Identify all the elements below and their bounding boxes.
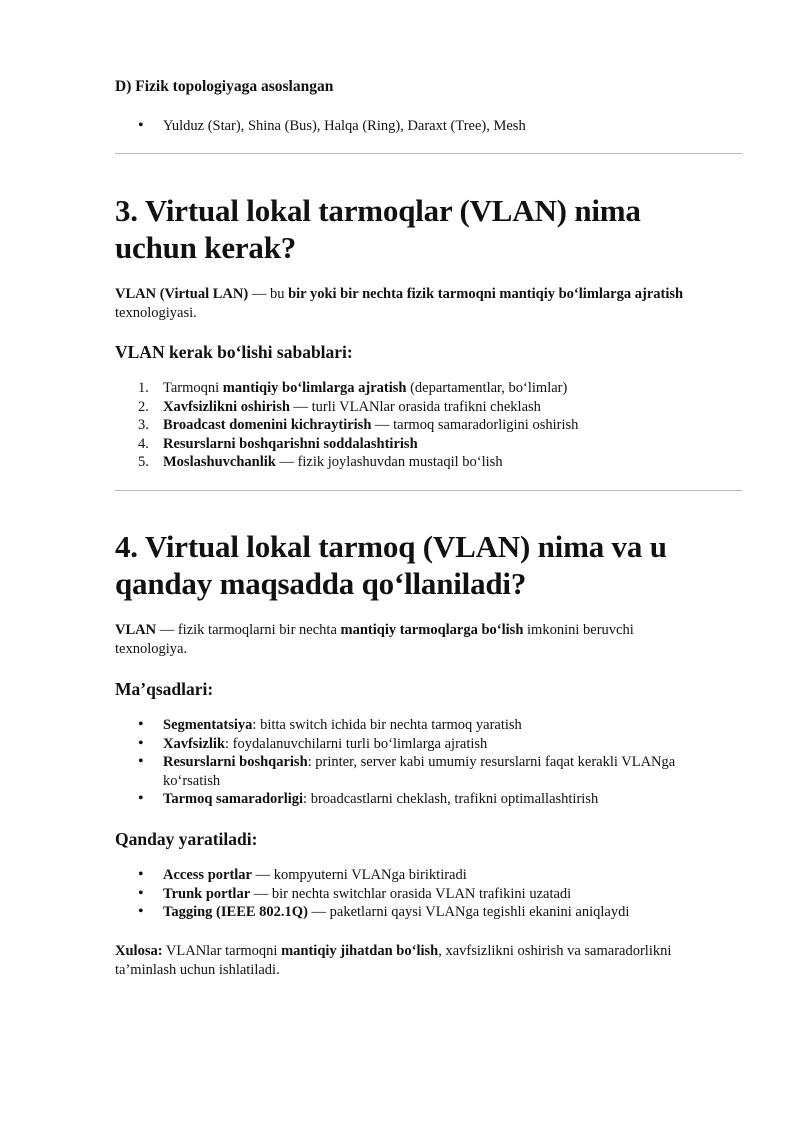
section-d-list-block — [115, 117, 745, 136]
list-number: 4. — [138, 435, 149, 452]
reason-post: — turli VLANlar orasida trafikni cheklash — [289, 398, 541, 415]
how-heading: Qanday yaratiladi: — [115, 829, 258, 849]
list-number: 5. — [138, 454, 149, 470]
reason-bold: mantiqiy bo‘limlarga ajratish — [222, 380, 407, 396]
divider — [115, 490, 742, 491]
goal-bold: Tarmoq samaradorligi — [163, 791, 304, 807]
how-text: — bir nechta switchlar orasida VLAN trafikini uzatadi — [250, 885, 572, 902]
section-d-heading: D) Fizik topologiyaga asoslangan — [115, 78, 334, 95]
conclusion-text — [115, 942, 745, 961]
reason-bold: Broadcast domenini kichraytirish — [163, 417, 372, 433]
how-list — [115, 866, 745, 922]
goals-heading-block — [115, 678, 745, 700]
reasons-list — [115, 379, 745, 472]
list-item — [163, 790, 745, 809]
reason-bold: Moslashuvchanlik — [163, 454, 276, 470]
section-3-subheading: VLAN kerak bo‘lishi sabablari: — [115, 342, 353, 362]
section-3-intro — [115, 285, 745, 322]
goal-bold: Segmentatsiya — [163, 717, 253, 733]
section-3-intro-text — [115, 285, 745, 322]
conclusion-text-2: , xavfsizlikni oshirish va samaradorlikni — [438, 943, 672, 959]
conclusion-text-1: VLANlar tarmoqni — [162, 943, 282, 959]
intro-text-2: imkonini beruvchi — [523, 622, 634, 638]
list-item — [138, 398, 745, 417]
section-4-title — [115, 528, 745, 602]
list-item — [138, 453, 745, 472]
reason-pre: Tarmoqni — [163, 380, 223, 396]
how-bold: Tagging (IEEE 802.1Q) — [163, 904, 308, 920]
list-item — [163, 866, 745, 885]
intro-bold-2: bir yoki bir nechta fizik tarmoqni mantiqiy bo‘limlarga ajratish — [288, 286, 684, 302]
intro-text-1: — bu — [248, 286, 289, 302]
how-block — [115, 866, 745, 922]
section-4-intro — [115, 621, 745, 658]
list-number: 3. — [138, 417, 149, 433]
intro-bold-1: VLAN (Virtual LAN) — [115, 286, 249, 302]
section-3-subheading-block — [115, 341, 745, 363]
intro-bold-1: VLAN — [115, 622, 157, 638]
goal-bold: Resurslarni boshqarish — [163, 754, 308, 770]
goal-text-continued: ko‘rsatish — [163, 772, 221, 789]
section-4-title-line-1: 4. Virtual lokal tarmoq (VLAN) nima va u — [115, 529, 667, 564]
goal-text: : foydalanuvchilarni turli bo‘limlarga ajratish — [225, 735, 488, 752]
section-d-list — [115, 117, 745, 136]
section-3-title — [115, 192, 745, 266]
how-bold: Access portlar — [163, 867, 252, 883]
goal-bold: Xavfsizlik — [163, 735, 226, 752]
list-item — [138, 435, 745, 454]
how-heading-block — [115, 828, 745, 850]
list-item — [163, 885, 745, 904]
intro-text-1: — fizik tarmoqlarni bir nechta — [156, 622, 341, 638]
how-text: — paketlarni qaysi VLANga tegishli ekanini aniqlaydi — [307, 904, 630, 920]
goal-text: : broadcastlarni cheklash, trafikni optimallashtirish — [303, 791, 599, 807]
reason-bold: Xavfsizlikni oshirish — [163, 398, 290, 415]
conclusion-block — [115, 942, 745, 979]
list-item: • Yulduz (Star), Shina (Bus), Halqa (Ring), Daraxt (Tree), Mesh — [163, 117, 745, 136]
list-item — [163, 735, 745, 754]
intro-text-2: texnologiyasi. — [115, 304, 197, 321]
reason-post: — fizik joylashuvdan mustaqil bo‘lish — [275, 454, 503, 470]
section-4-intro-text — [115, 621, 745, 640]
list-number: 1. — [138, 380, 149, 396]
section-4-title-line-2: qanday maqsadda qo‘llaniladi? — [115, 566, 527, 601]
list-item — [163, 903, 745, 922]
goals-list — [115, 716, 745, 809]
how-bold: Trunk portlar — [163, 885, 251, 902]
reason-post: — tarmoq samaradorligini oshirish — [371, 417, 579, 433]
goals-block — [115, 716, 745, 809]
goal-text: : printer, server kabi umumiy resurslarni faqat kerakli VLANga — [307, 754, 676, 770]
conclusion-bold-2: mantiqiy jihatdan bo‘lish — [281, 943, 439, 959]
section-4-intro-text-line-2: texnologiya. — [115, 640, 188, 657]
list-item — [138, 379, 745, 398]
list-item — [138, 416, 745, 435]
section-3-title-line-1: 3. Virtual lokal tarmoqlar (VLAN) nima — [115, 193, 641, 228]
list-item — [163, 716, 745, 735]
list-item — [163, 753, 745, 790]
list-number: 2. — [138, 398, 149, 415]
goal-text: : bitta switch ichida bir nechta tarmoq yaratish — [252, 717, 522, 733]
divider — [115, 153, 742, 154]
intro-bold-2: mantiqiy tarmoqlarga bo‘lish — [340, 622, 524, 638]
conclusion-bold-1: Xulosa: — [115, 943, 163, 959]
reason-bold: Resurslarni boshqarishni soddalashtirish — [163, 435, 418, 452]
reason-post: (departamentlar, bo‘limlar) — [406, 380, 568, 396]
section-3-title-line-2: uchun kerak? — [115, 230, 297, 265]
conclusion-text-line-2: ta’minlash uchun ishlatiladi. — [115, 961, 280, 978]
section-d — [115, 77, 745, 97]
how-text: — kompyuterni VLANga biriktiradi — [251, 867, 467, 883]
reasons-block — [115, 379, 745, 472]
goals-heading: Ma’qsadlari: — [115, 679, 214, 699]
